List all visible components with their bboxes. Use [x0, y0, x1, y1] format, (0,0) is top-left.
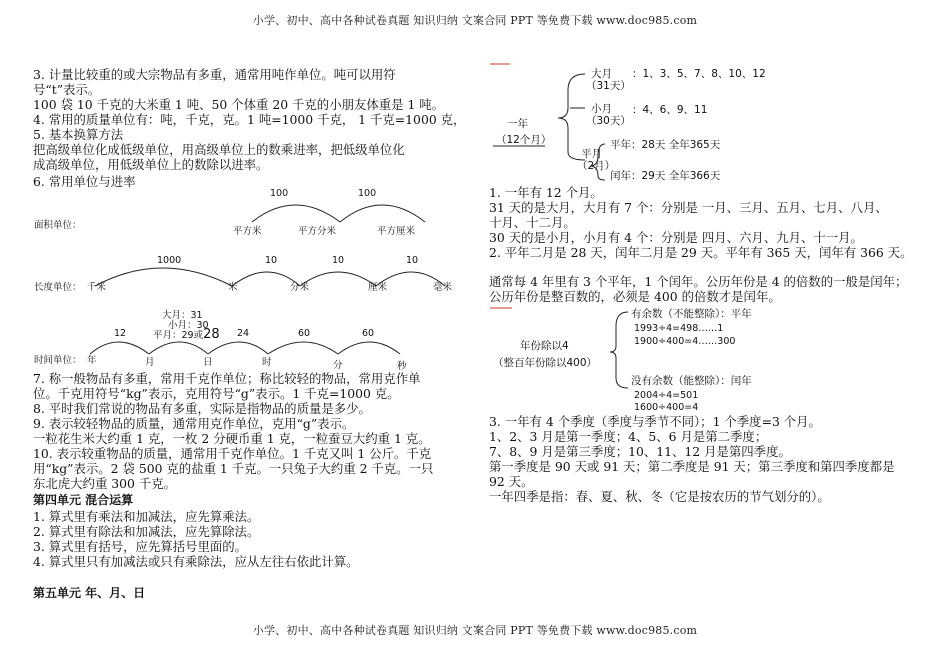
area-unit: 平方分米	[298, 226, 337, 237]
left-text-line: 号“t”表示。	[33, 82, 101, 97]
left-text-line: 4. 算式里只有加减法或只有乘除法，应从左往右依此计算。	[33, 554, 359, 569]
right-text-line: 31 天的是大月，大月有 7 个：分别是 一月、三月、五月、七月、八月、	[489, 200, 888, 215]
leap-example: 2004÷4=501	[634, 390, 699, 401]
length-units-label: 长度单位：	[34, 282, 82, 293]
length-unit: 分米	[290, 282, 310, 293]
time-unit: 分	[333, 360, 343, 371]
right-text-line: 十月、十二月。	[489, 215, 576, 230]
time-units-label: 时间单位：	[34, 355, 82, 366]
right-text-line: 通常每 4 年里有 3 个平年，1 个闰年。公历年份是 4 的倍数的一般是闰年；	[489, 274, 908, 289]
month-days-note: 大月：31	[162, 310, 203, 321]
left-text-line: 成高级单位，用低级单位上的数除以进率。	[33, 157, 269, 172]
big-month-days: （31天）	[586, 80, 631, 92]
unit4-title: 第四单元 混合运算	[33, 493, 134, 507]
left-text-line: 4. 常用的质量单位有：吨，千克，克。1 吨=1000 千克， 1 千克=1000 克，	[33, 112, 466, 127]
time-unit: 月	[145, 357, 155, 368]
length-rate-label: 10	[332, 255, 345, 266]
right-text-line: 30 天的是小月，小月有 4 个：分别是 四月、六月、九月、十一月。	[489, 230, 863, 245]
left-text-line: 10. 表示较重物品的质量，通常用千克作单位。1 千克又叫 1 公斤。千克	[33, 446, 432, 461]
left-text-line: 3. 算式里有括号，应先算括号里面的。	[33, 539, 248, 554]
left-text-line: 9. 表示较轻物品的质量，通常用克作单位，克用“g”表示。	[33, 416, 355, 431]
left-text-line: 6. 常用单位与进率	[33, 174, 136, 189]
length-unit: 米	[228, 282, 238, 293]
time-unit: 时	[262, 357, 272, 368]
time-unit: 日	[203, 357, 213, 368]
page-footer: 小学、初中、高中各种试卷真题 知识归纳 文案合同 PPT 等免费下载 www.doc985.com	[252, 624, 698, 637]
leap-rule-century: （整百年份除以400）	[493, 357, 598, 369]
right-text-line: 公历年份是整百数的，必须是 400 的倍数才是闰年。	[489, 289, 781, 304]
leap-rule-no-remainder: 没有余数（能整除）：闰年	[631, 375, 752, 387]
year-label: 一年	[507, 118, 528, 130]
left-text-line: 7. 称一般物品有多重，常用千克作单位；称比较轻的物品，常用克作单	[33, 371, 421, 386]
unit5-title: 第五单元 年、月、日	[33, 586, 146, 600]
february-sub: （2月）	[577, 160, 616, 172]
left-text-line: 1. 算式里有乘法和加减法，应先算乘法。	[33, 509, 260, 524]
area-rate-label: 100	[270, 188, 289, 199]
length-unit: 毫米	[433, 282, 453, 293]
leap-rule-divide: 年份除以4	[520, 340, 569, 352]
right-text-line: 1. 一年有 12 个月。	[489, 185, 603, 200]
big-month-list: ：1、3、5、7、8、10、12	[632, 68, 766, 80]
page-header: 小学、初中、高中各种试卷真题 知识归纳 文案合同 PPT 等免费下载 www.doc985.com	[252, 14, 698, 27]
left-text-line: 东北虎大约重 300 千克。	[33, 476, 177, 491]
leap-example: 1600÷400=4	[634, 402, 699, 413]
left-text-line: 用“kg”表示。2 袋 500 克的盐重 1 千克。一只兔子大约重 2 千克。一只	[33, 461, 434, 476]
february-label: 平月	[581, 148, 602, 160]
left-text-line: 100 袋 10 千克的大米重 1 吨、50 个体重 20 千克的小朋友体重是 1 吨。	[33, 97, 445, 112]
year-months-label: （12个月）	[496, 134, 552, 146]
length-unit: 千米	[87, 282, 107, 293]
right-text-line: 2. 平年二月是 28 天，闰年二月是 29 天。平年有 365 天，闰年有 366 天。	[489, 245, 913, 260]
time-rate-label: 12	[114, 328, 127, 339]
february-days-note: 平月：29或28	[153, 327, 220, 342]
right-text-line: 7、8、9 月是第三季度；10、11、12 月是第四季度。	[489, 444, 791, 459]
common-year-line: 平年：28天 全年365天	[610, 139, 721, 151]
left-text-line: 一粒花生米大约重 1 克，一枚 2 分硬币重 1 克，一粒蚕豆大约重 1 克。	[33, 431, 431, 446]
small-month-list: ：4、6、9、11	[632, 104, 708, 116]
small-month-label: 小月	[591, 103, 612, 115]
left-text-line: 8. 平时我们常说的物品有多重，实际是指物品的质量是多少。	[33, 401, 371, 416]
length-rate-label: 10	[406, 255, 419, 266]
left-text-line: 把高级单位化成低级单位，用高级单位上的数乘进率，把低级单位化	[33, 142, 405, 157]
length-rate-label: 10	[265, 255, 278, 266]
right-text-line: 第一季度是 90 天或 91 天；第二季度是 91 天；第三季度和第四季度都是	[489, 459, 895, 474]
month-days-note: 小月：30	[168, 320, 209, 331]
right-text-line: 1、2、3 月是第一季度；4、5、6 月是第二季度；	[489, 429, 768, 444]
leap-example: 1900÷400=4……300	[634, 336, 736, 347]
time-rate-label: 24	[237, 328, 250, 339]
leap-year-line: 闰年：29天 全年366天	[610, 170, 721, 182]
right-text-line: 3. 一年有 4 个季度（季度与季节不同）；1 个季度=3 个月。	[489, 414, 821, 429]
time-unit: 秒	[397, 361, 407, 372]
small-month-days: （30天）	[586, 115, 631, 127]
left-text-line: 位。千克用符号“kg”表示，克用符号“g”表示。1 千克=1000 克。	[33, 386, 400, 401]
area-units-label: 面积单位：	[34, 220, 82, 231]
left-text-line: 5. 基本换算方法	[33, 127, 124, 142]
area-unit: 平方厘米	[377, 226, 416, 237]
area-rate-label: 100	[358, 188, 377, 199]
right-text-line: 92 天。	[489, 474, 534, 489]
left-text-line: 2. 算式里有除法和加减法，应先算除法。	[33, 524, 260, 539]
leap-example: 1993÷4=498……1	[634, 323, 724, 334]
time-rate-label: 60	[298, 328, 311, 339]
right-text-line: 一年四季是指：春、夏、秋、冬（它是按农历的节气划分的）。	[489, 489, 830, 504]
time-rate-label: 60	[362, 328, 375, 339]
area-unit: 平方米	[233, 226, 262, 237]
big-month-label: 大月	[591, 68, 612, 80]
time-unit: 年	[87, 355, 97, 366]
left-text-line: 3. 计量比较重的或大宗物品有多重，通常用吨作单位。吨可以用符	[33, 67, 396, 82]
length-unit: 厘米	[368, 282, 388, 293]
leap-rule-remainder: 有余数（不能整除）：平年	[631, 308, 752, 320]
length-rate-label: 1000	[157, 255, 182, 266]
